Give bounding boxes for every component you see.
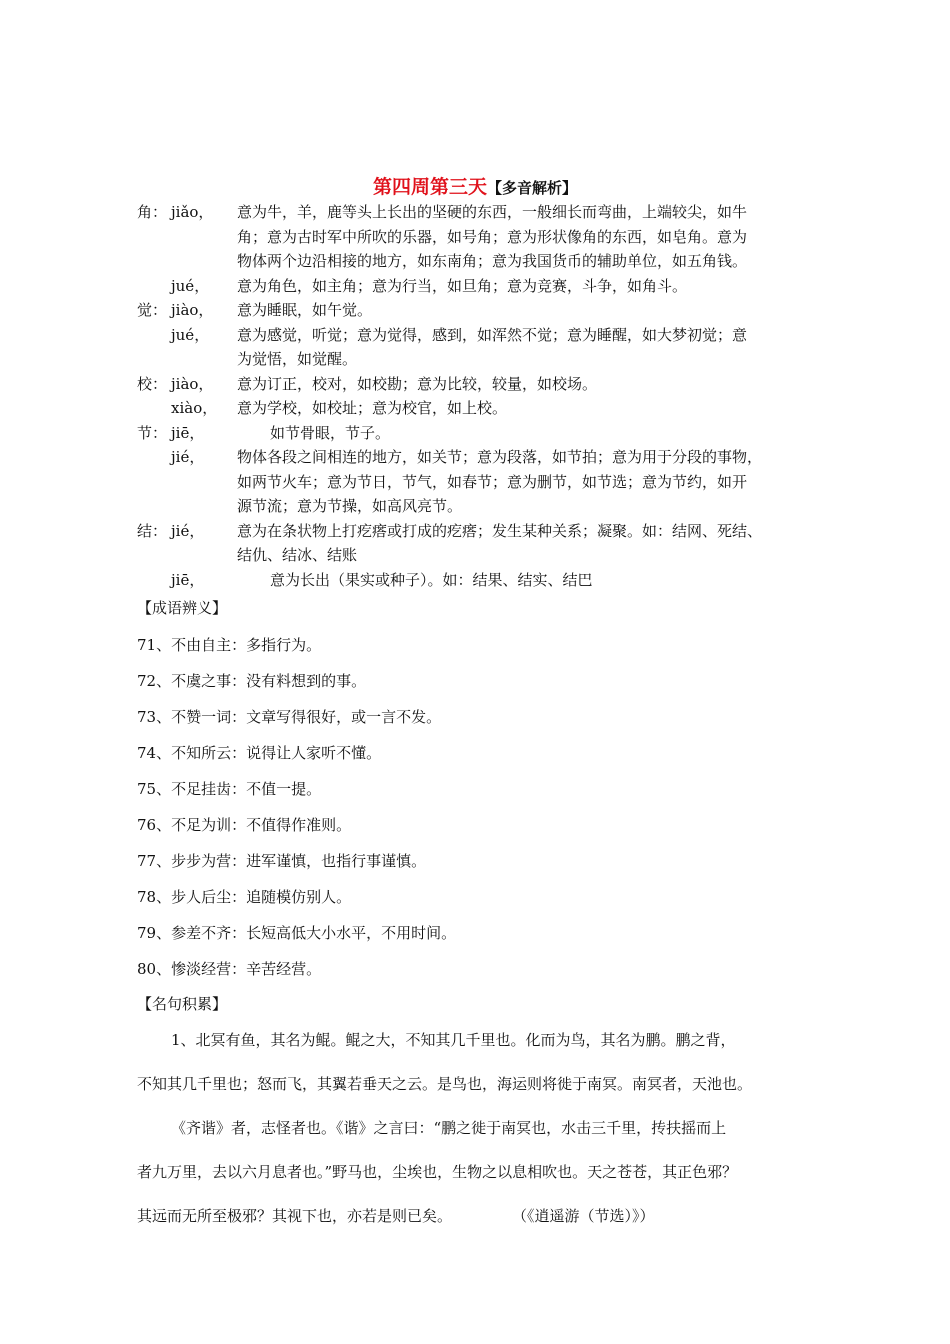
polyphone-line	[0, 568, 950, 593]
polyphone-meaning: 为觉悟，如觉醒。	[237, 350, 358, 368]
polyphone-entry	[0, 519, 950, 568]
title-main: 第四周第三天	[372, 176, 487, 198]
polyphone-entry	[0, 568, 950, 593]
polyphone-pinyin: jiào，	[171, 301, 214, 319]
page-title	[0, 174, 950, 201]
quote-line: 不知其几千里也；怒而飞，其翼若垂天之云。是鸟也，海运则将徙于南冥。南冥者，天池也。	[137, 1075, 753, 1093]
polyphone-meaning: 源节流；意为节操，如高风亮节。	[237, 497, 463, 515]
polyphone-char: 结：	[137, 521, 168, 540]
polyphone-char: 校：	[137, 374, 168, 393]
polyphone-pinyin: jiǎo，	[171, 203, 214, 221]
quote-heading: 【名句积累】	[137, 995, 228, 1013]
idiom-item: 73、不赞一词：文章写得很好，或一言不发。	[137, 708, 442, 726]
idiom-item: 72、不虞之事：没有料想到的事。	[137, 672, 367, 690]
polyphone-pinyin: jiào，	[171, 374, 214, 393]
polyphone-line	[0, 225, 950, 250]
idiom-item: 77、步步为营：进军谨慎，也指行事谨慎。	[137, 852, 427, 870]
polyphone-line	[0, 298, 950, 323]
polyphone-line	[0, 396, 950, 421]
polyphone-entry	[0, 396, 950, 421]
idiom-item: 75、不足挂齿：不值一提。	[137, 780, 322, 798]
polyphone-line	[0, 494, 950, 519]
polyphone-meaning: 角；意为古时军中所吹的乐器，如号角；意为形状像角的东西，如皂角。意为	[237, 227, 748, 246]
polyphone-char: 节：	[137, 423, 168, 442]
idiom-item: 78、步人后尘：追随模仿别人。	[137, 888, 352, 906]
polyphone-meaning: 意为睡眠，如午觉。	[237, 301, 373, 319]
polyphone-entry	[0, 200, 950, 274]
polyphone-pinyin: xiào，	[171, 399, 218, 417]
polyphone-meaning: 意为订正，校对，如校勘；意为比较，较量，如校场。	[237, 374, 598, 393]
polyphone-entry	[0, 372, 950, 397]
idiom-item: 79、参差不齐：长短高低大小水平，不用时间。	[137, 924, 457, 942]
polyphone-pinyin: jié，	[171, 521, 205, 540]
idiom-item: 80、惨淡经营：辛苦经营。	[137, 960, 322, 978]
polyphone-pinyin: jiē，	[171, 423, 205, 442]
polyphone-line	[0, 200, 950, 225]
idiom-item: 74、不知所云：说得让人家听不懂。	[137, 744, 382, 762]
polyphone-line	[0, 421, 950, 446]
polyphone-entry	[0, 274, 950, 299]
polyphone-list	[0, 200, 950, 592]
idiom-item: 71、不由自主：多指行为。	[137, 636, 322, 654]
quote-line: 《齐谐》者，志怪者也。《谐》之言曰：“鹏之徙于南冥也，水击三千里，抟扶摇而上	[171, 1119, 727, 1137]
polyphone-meaning: 意为长出（果实或种子）。如：结果、结实、结巴	[270, 570, 593, 589]
polyphone-meaning: 如两节火车；意为节日，节气，如春节；意为删节，如节选；意为节约，如开	[237, 472, 748, 491]
polyphone-pinyin: jué，	[171, 276, 210, 295]
polyphone-pinyin: jié，	[171, 448, 205, 466]
polyphone-line	[0, 470, 950, 495]
polyphone-meaning: 物体各段之间相连的地方，如关节；意为段落，如节拍；意为用于分段的事物，	[237, 448, 763, 466]
polyphone-meaning: 意为感觉，听觉；意为觉得，感到，如浑然不觉；意为睡醒，如大梦初觉；意	[237, 325, 748, 344]
polyphone-meaning: 物体两个边沿相接的地方，如东南角；意为我国货币的辅助单位，如五角钱。	[237, 252, 748, 270]
polyphone-line	[0, 249, 950, 274]
polyphone-line	[0, 519, 950, 544]
polyphone-entry	[0, 298, 950, 323]
polyphone-line	[0, 347, 950, 372]
polyphone-meaning: 意为在条状物上打疙瘩或打成的疙瘩；发生某种关系；凝聚。如：结网、死结、	[237, 521, 763, 540]
polyphone-line	[0, 543, 950, 568]
polyphone-entry	[0, 421, 950, 446]
polyphone-char: 角：	[137, 203, 168, 221]
quote-line: 者九万里，去以六月息者也。”野马也，尘埃也，生物之以息相吹也。天之苍苍，其正色邪？	[137, 1163, 738, 1181]
polyphone-entry	[0, 323, 950, 372]
polyphone-line	[0, 274, 950, 299]
idiom-item: 76、不足为训：不值得作准则。	[137, 816, 352, 834]
quote-line: 其远而无所至极邪？其视下也，亦若是则已矣。	[137, 1207, 453, 1225]
polyphone-pinyin: jué，	[171, 325, 210, 344]
polyphone-meaning: 意为角色，如主角；意为行当，如旦角；意为竞赛，斗争，如角斗。	[237, 276, 688, 295]
polyphone-line	[0, 323, 950, 348]
polyphone-meaning: 意为牛，羊，鹿等头上长出的坚硬的东西，一般细长而弯曲，上端较尖，如牛	[237, 203, 748, 221]
idiom-heading: 【成语辨义】	[137, 599, 228, 617]
polyphone-line	[0, 445, 950, 470]
quote-line: 1、北冥有鱼，其名为鲲。鲲之大，不知其几千里也。化而为鸟，其名为鹏。鹏之背，	[171, 1031, 736, 1049]
quote-source: （《逍遥游（节选）》）	[512, 1207, 655, 1225]
polyphone-entry	[0, 445, 950, 519]
polyphone-char: 觉：	[137, 301, 168, 319]
polyphone-pinyin: jiē，	[171, 570, 205, 589]
polyphone-meaning: 如节骨眼，节子。	[270, 423, 391, 442]
polyphone-line	[0, 372, 950, 397]
title-sub: 【多音解析】	[487, 179, 578, 197]
polyphone-meaning: 意为学校，如校址；意为校官，如上校。	[237, 399, 508, 417]
polyphone-meaning: 结仇、结冰、结账	[237, 546, 358, 564]
